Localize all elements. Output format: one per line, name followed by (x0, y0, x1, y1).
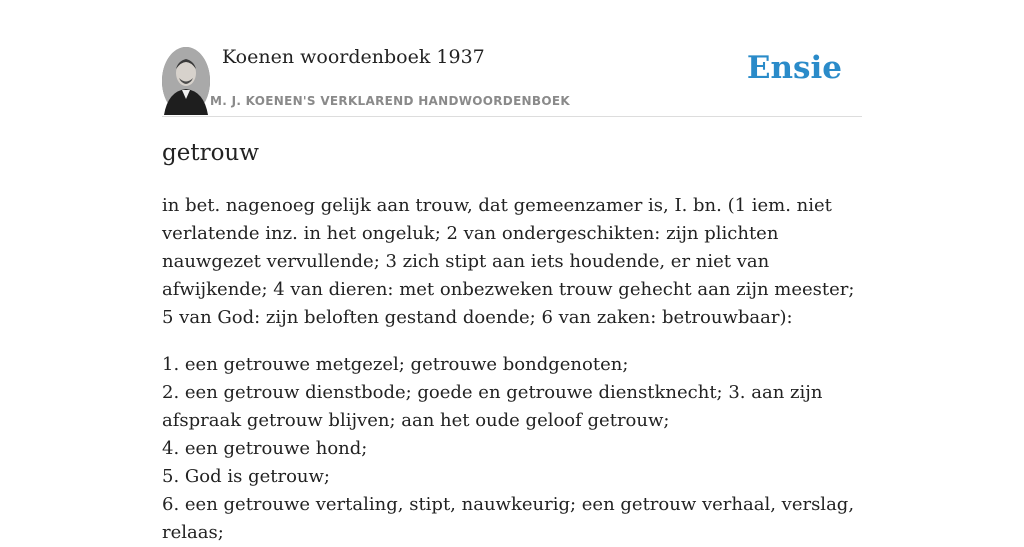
header (162, 0, 862, 117)
brand-logo[interactable]: Ensie (746, 50, 842, 86)
site-subtitle: M. J. KOENEN'S VERKLAREND HANDWOORDENBOEK (210, 94, 570, 108)
example-line: 5. God is getrouw; (162, 466, 330, 487)
entry-definition: in bet. nagenoeg gelijk aan trouw, dat gemeenzamer is, I. bn. (1 iem. niet verlatende inz. in het ongeluk; 2 van ondergeschikten: zijn plichten nauwgezet vervullende; 3 zich stipt aan iets houdende, er niet van afwijkende; 4 van dieren: met onbezweken trouw gehecht aan zijn meester; 5 van God: zijn beloften gestand doende; 6 van zaken: betrouwbaar): (162, 195, 855, 328)
example-line: 4. een getrouwe hond; (162, 438, 368, 459)
entry-examples (162, 351, 862, 547)
site-title[interactable]: Koenen woordenboek 1937 (222, 46, 485, 68)
page (162, 0, 862, 543)
author-portrait (162, 47, 210, 115)
example-line: 1. een getrouwe metgezel; getrouwe bondgenoten; (162, 354, 629, 375)
example-line: 2. een getrouw dienstbode; goede en getrouwe dienstknecht; 3. aan zijn afspraak getrouw blijven; aan het oude geloof getrouw; (162, 382, 823, 431)
example-line: 6. een getrouwe vertaling, stipt, nauwkeurig; een getrouw verhaal, verslag, relaas; (162, 494, 855, 543)
entry-title: getrouw (162, 140, 259, 166)
